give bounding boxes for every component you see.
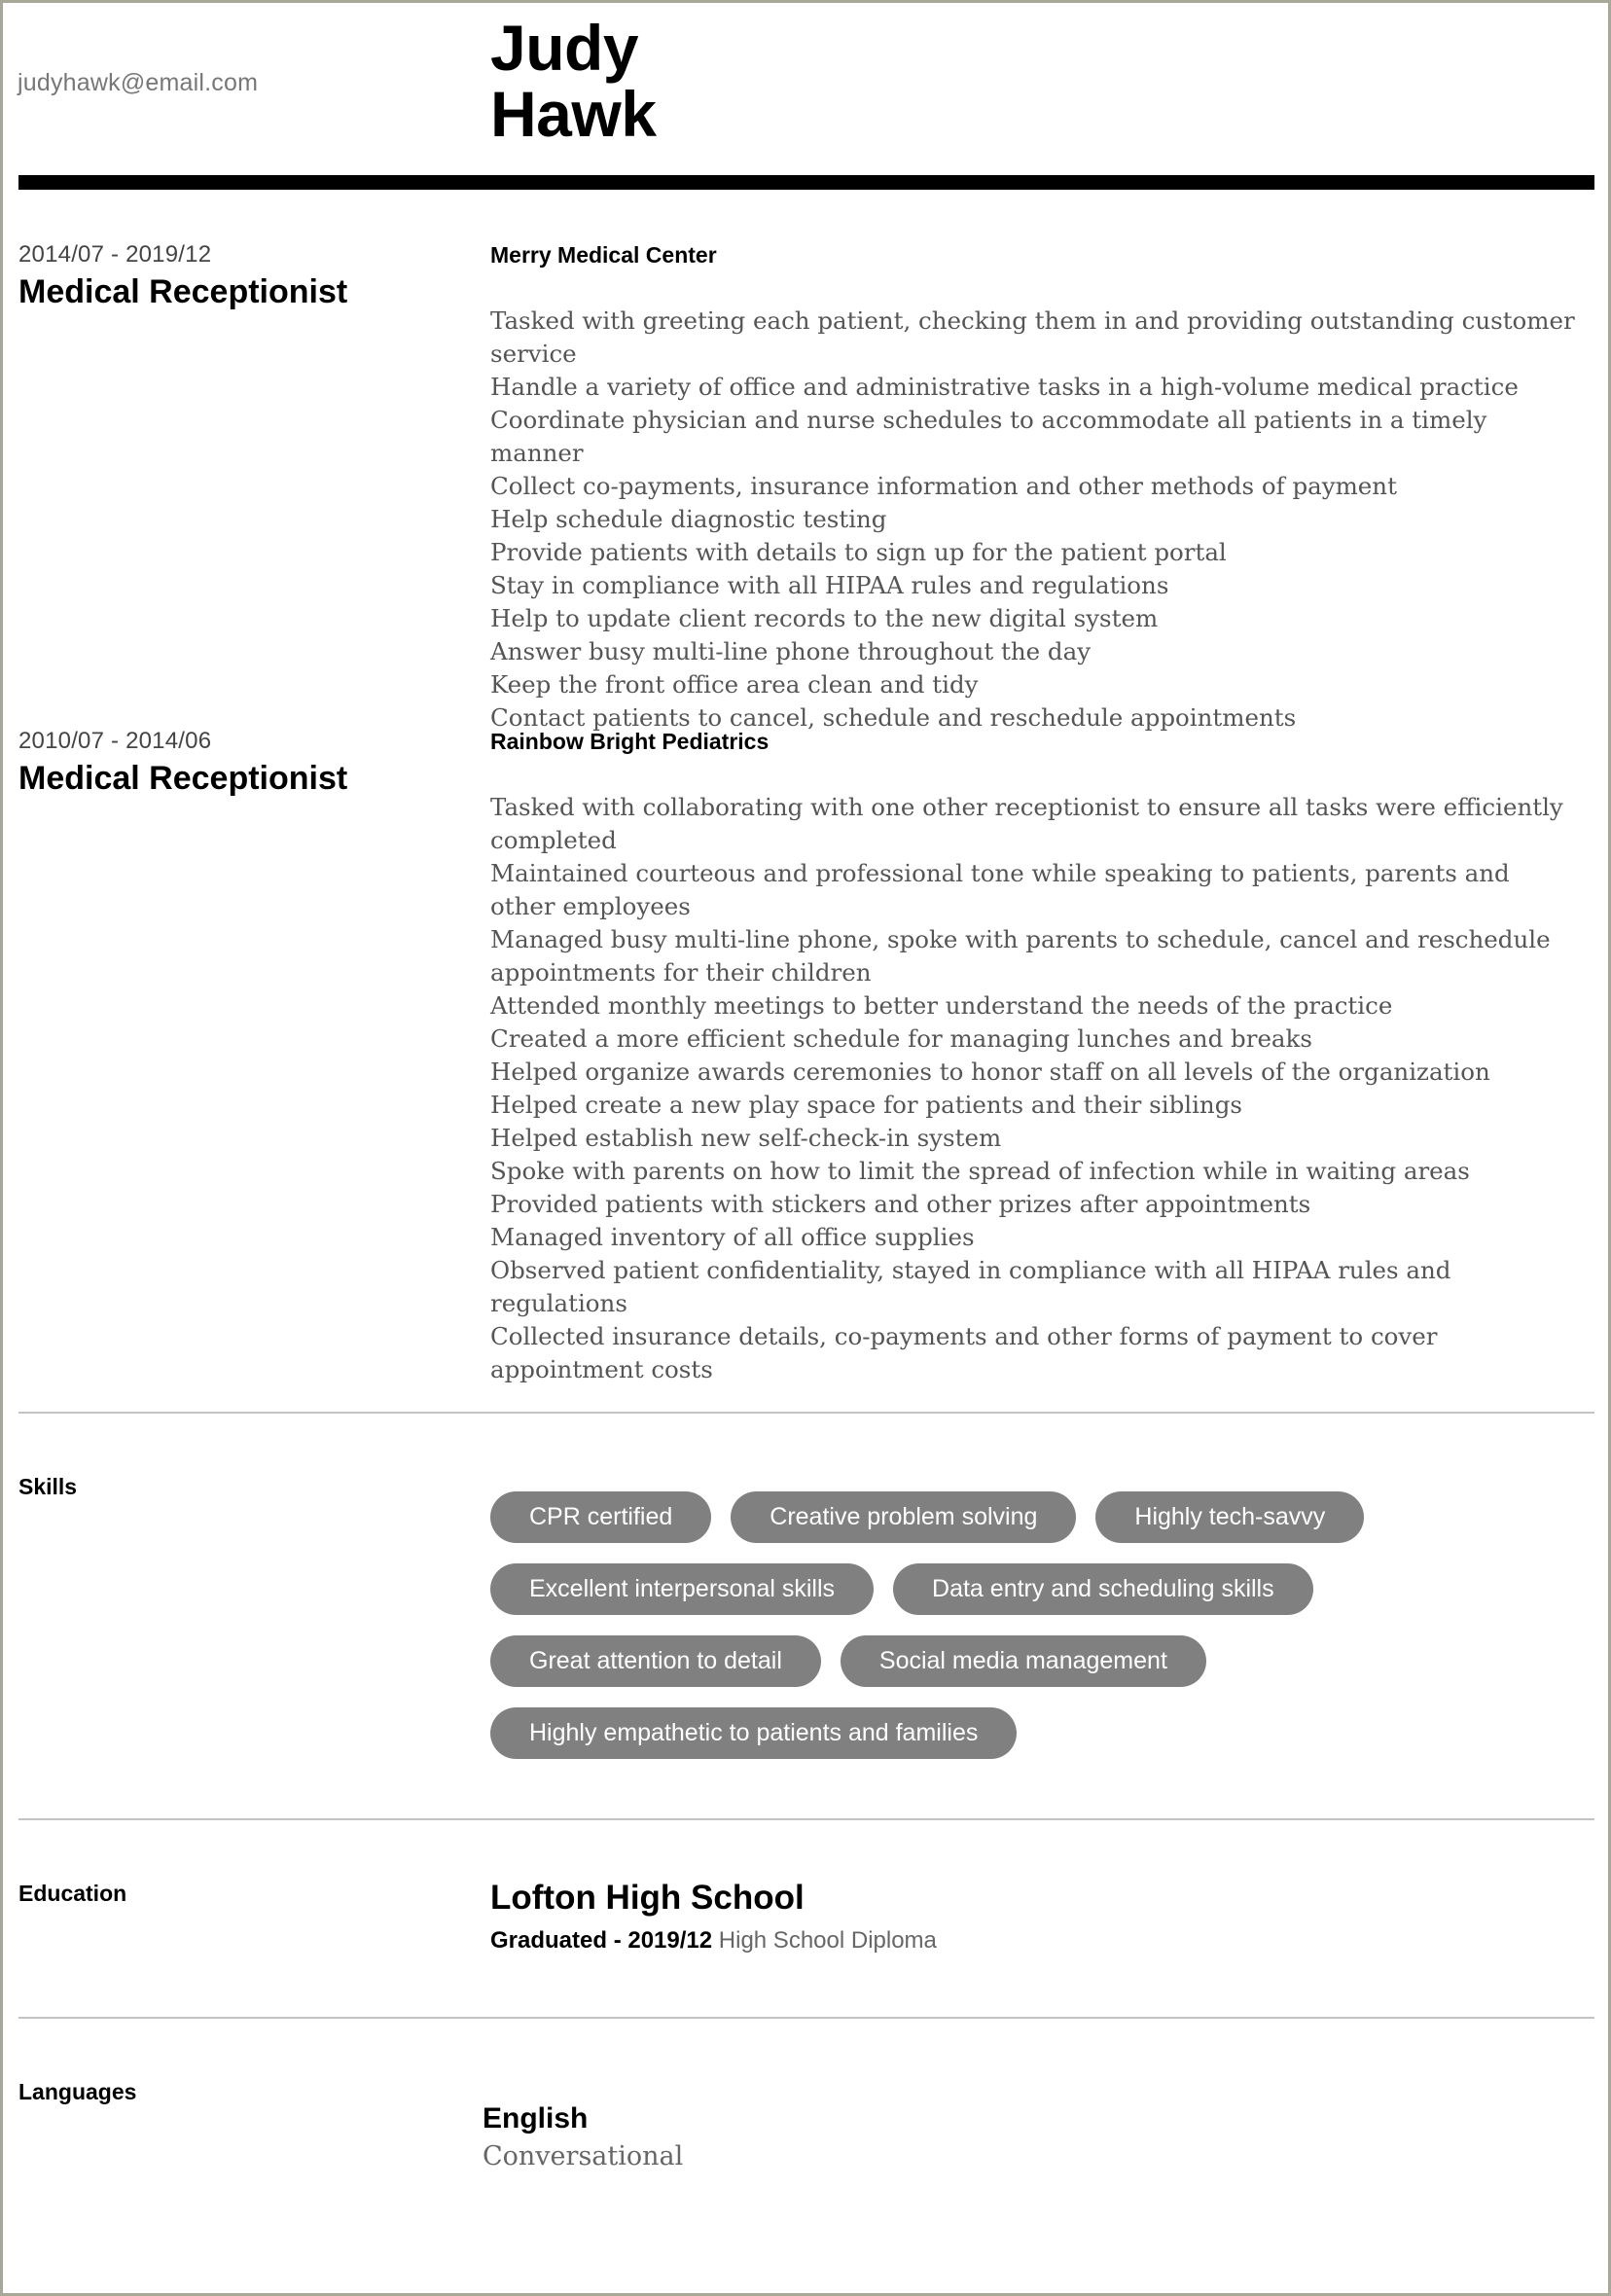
job-bullets (490, 305, 1580, 735)
bullet-item: Collect co-payments, insurance information and other methods of payment (490, 472, 1397, 500)
education-details (490, 1927, 937, 1955)
bullet-item: Provide patients with details to sign up for the patient portal (490, 538, 1227, 566)
skill-pill: Excellent interpersonal skills (490, 1563, 874, 1615)
bullet-item: Helped create a new play space for patients and their siblings (490, 1091, 1242, 1119)
skills-list (490, 1491, 1580, 1759)
bullet-item: Handle a variety of office and administrative tasks in a high-volume medical practice (490, 373, 1519, 401)
bullet-item: Created a more efficient schedule for managing lunches and breaks (490, 1024, 1312, 1053)
bullet-item: Keep the front office area clean and tidy (490, 670, 979, 699)
bullet-item: Managed busy multi-line phone, spoke with parents to schedule, cancel and reschedule appointments for their children (490, 925, 1551, 987)
job-dates: 2010/07 - 2014/06 (18, 728, 212, 754)
section-divider (18, 1818, 1594, 1820)
skills-heading: Skills (18, 1474, 78, 1499)
bullet-item: Attended monthly meetings to better understand the needs of the practice (490, 991, 1393, 1020)
company-name: Rainbow Bright Pediatrics (490, 729, 770, 754)
bullet-item: Managed inventory of all office supplies (490, 1223, 975, 1251)
bullet-item: Maintained courteous and professional tone while speaking to patients, parents and other employees (490, 859, 1510, 920)
degree-name: High School Diploma (718, 1927, 937, 1954)
job-dates: 2014/07 - 2019/12 (18, 241, 212, 268)
job-title: Medical Receptionist (18, 760, 348, 797)
skill-pill: CPR certified (490, 1491, 711, 1543)
bullet-item: Coordinate physician and nurse schedules to accommodate all patients in a timely manner (490, 406, 1487, 467)
graduation-status: Graduated - 2019/12 (490, 1927, 713, 1954)
bullet-item: Helped establish new self-check-in system (490, 1124, 1002, 1152)
skill-pill: Social media management (841, 1635, 1206, 1687)
job-bullets (490, 791, 1580, 1386)
last-name: Hawk (490, 78, 657, 150)
header-divider-bar (18, 175, 1594, 190)
skill-pill: Creative problem solving (731, 1491, 1076, 1543)
first-name: Judy (490, 12, 639, 84)
company-name: Merry Medical Center (490, 242, 717, 268)
language-name: English (483, 2102, 589, 2135)
skill-pill: Great attention to detail (490, 1635, 821, 1687)
bullet-item: Tasked with collaborating with one other receptionist to ensure all tasks were efficiently completed (490, 793, 1563, 854)
contact-email: judyhawk@email.com (18, 69, 259, 96)
job-title: Medical Receptionist (18, 273, 348, 310)
bullet-item: Help schedule diagnostic testing (490, 505, 887, 533)
bullet-item: Tasked with greeting each patient, checking them in and providing outstanding customer service (490, 306, 1575, 368)
skill-pill: Data entry and scheduling skills (893, 1563, 1313, 1615)
bullet-item: Contact patients to cancel, schedule and reschedule appointments (490, 703, 1297, 732)
languages-heading: Languages (18, 2079, 137, 2104)
resume-page (3, 3, 1608, 2293)
bullet-item: Answer busy multi-line phone throughout the day (490, 637, 1092, 665)
skill-pill: Highly tech-savvy (1095, 1491, 1364, 1543)
bullet-item: Collected insurance details, co-payments and other forms of payment to cover appointment costs (490, 1322, 1438, 1383)
bullet-item: Help to update client records to the new digital system (490, 604, 1159, 632)
language-level: Conversational (483, 2141, 684, 2171)
bullet-item: Observed patient confidentiality, stayed in compliance with all HIPAA rules and regulations (490, 1256, 1451, 1317)
school-name: Lofton High School (490, 1879, 805, 1917)
skill-pill: Highly empathetic to patients and families (490, 1707, 1017, 1759)
section-divider (18, 1412, 1594, 1414)
candidate-name (490, 12, 657, 150)
bullet-item: Provided patients with stickers and other prizes after appointments (490, 1190, 1311, 1218)
education-heading: Education (18, 1881, 127, 1906)
bullet-item: Stay in compliance with all HIPAA rules and regulations (490, 571, 1169, 599)
bullet-item: Helped organize awards ceremonies to honor staff on all levels of the organization (490, 1058, 1490, 1086)
bullet-item: Spoke with parents on how to limit the spread of infection while in waiting areas (490, 1157, 1470, 1185)
section-divider (18, 2017, 1594, 2019)
